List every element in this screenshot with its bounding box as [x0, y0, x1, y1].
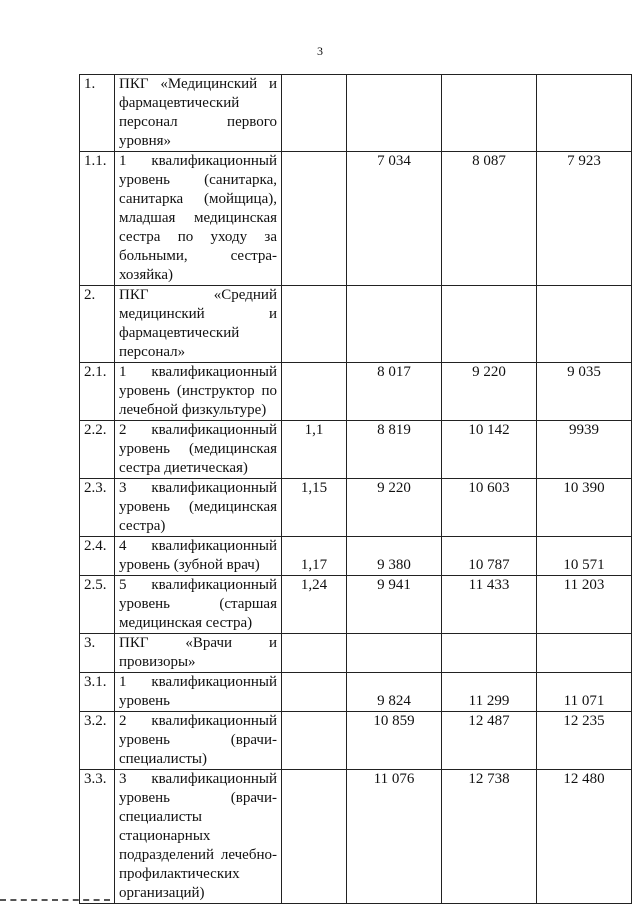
qualification-cell: 3 квалификационный уровень (врачи-специалисты стационарных подразделений лечебно-профилактических организаций) — [115, 770, 282, 904]
salary-value-2-cell: 11 433 — [442, 576, 537, 634]
table-row — [80, 421, 632, 479]
salary-value-3-cell: 9 035 — [537, 363, 632, 421]
coefficient-cell: 1,15 — [282, 479, 347, 537]
salary-value-1-cell: 10 859 — [347, 712, 442, 770]
table-row — [80, 152, 632, 286]
qualification-cell: 3 квалификационный уровень (медицинская сестра) — [115, 479, 282, 537]
salary-value-1-cell — [347, 286, 442, 363]
table-row — [80, 576, 632, 634]
table-row — [80, 634, 632, 673]
salary-value-2-cell: 10 142 — [442, 421, 537, 479]
salary-value-2-cell: 9 220 — [442, 363, 537, 421]
salary-value-3-cell: 7 923 — [537, 152, 632, 286]
row-number-cell: 2.1. — [80, 363, 115, 421]
salary-value-3-cell: 9939 — [537, 421, 632, 479]
row-number-cell: 2.5. — [80, 576, 115, 634]
table-row — [80, 537, 632, 576]
salary-value-1-cell: 7 034 — [347, 152, 442, 286]
table-row — [80, 363, 632, 421]
row-number-cell: 2.2. — [80, 421, 115, 479]
qualification-cell: 1 квалификационный уровень (инструктор по лечебной физкультуре) — [115, 363, 282, 421]
salary-value-3-cell: 11 071 — [537, 673, 632, 712]
qualification-cell: ПКГ «Медицинский и фармацевтический персонал первого уровня» — [115, 75, 282, 152]
salary-value-3-cell: 11 203 — [537, 576, 632, 634]
salary-value-1-cell — [347, 634, 442, 673]
salary-value-2-cell: 12 487 — [442, 712, 537, 770]
page-number: 3 — [317, 44, 323, 58]
salary-value-2-cell — [442, 75, 537, 152]
footer-divider — [0, 899, 110, 901]
qualification-cell: 2 квалификационный уровень (врачи-специалисты) — [115, 712, 282, 770]
salary-value-3-cell: 12 480 — [537, 770, 632, 904]
table-row — [80, 673, 632, 712]
coefficient-cell — [282, 712, 347, 770]
salary-value-3-cell — [537, 634, 632, 673]
salary-value-2-cell: 12 738 — [442, 770, 537, 904]
table-row — [80, 75, 632, 152]
salary-value-2-cell: 11 299 — [442, 673, 537, 712]
row-number-cell: 2.4. — [80, 537, 115, 576]
salary-value-2-cell: 10 787 — [442, 537, 537, 576]
qualification-cell: ПКГ «Врачи и провизоры» — [115, 634, 282, 673]
row-number-cell: 3. — [80, 634, 115, 673]
qualification-cell: 2 квалификационный уровень (медицинская сестра диетическая) — [115, 421, 282, 479]
row-number-cell: 2. — [80, 286, 115, 363]
row-number-cell: 1. — [80, 75, 115, 152]
salary-value-1-cell: 9 824 — [347, 673, 442, 712]
qualification-cell: 1 квалификационный уровень — [115, 673, 282, 712]
salary-value-3-cell: 10 390 — [537, 479, 632, 537]
row-number-cell: 1.1. — [80, 152, 115, 286]
salary-value-1-cell: 11 076 — [347, 770, 442, 904]
salary-value-2-cell — [442, 634, 537, 673]
table-row — [80, 479, 632, 537]
salary-value-1-cell: 8 017 — [347, 363, 442, 421]
salary-value-1-cell: 8 819 — [347, 421, 442, 479]
coefficient-cell — [282, 770, 347, 904]
salary-table — [79, 74, 632, 904]
coefficient-cell: 1,24 — [282, 576, 347, 634]
salary-value-3-cell: 12 235 — [537, 712, 632, 770]
salary-value-1-cell: 9 941 — [347, 576, 442, 634]
salary-value-2-cell — [442, 286, 537, 363]
table-row — [80, 712, 632, 770]
qualification-cell: ПКГ «Средний медицинский и фармацевтический персонал» — [115, 286, 282, 363]
coefficient-cell — [282, 286, 347, 363]
salary-value-3-cell — [537, 75, 632, 152]
table-row — [80, 286, 632, 363]
row-number-cell: 3.1. — [80, 673, 115, 712]
salary-value-3-cell — [537, 286, 632, 363]
qualification-cell: 1 квалификационный уровень (санитарка, санитарка (мойщица), младшая медицинская сестра по уходу за больными, сестра-хозяйка) — [115, 152, 282, 286]
coefficient-cell — [282, 363, 347, 421]
table-row — [80, 770, 632, 904]
qualification-cell: 5 квалификационный уровень (старшая медицинская сестра) — [115, 576, 282, 634]
salary-value-1-cell: 9 380 — [347, 537, 442, 576]
salary-value-1-cell — [347, 75, 442, 152]
row-number-cell: 2.3. — [80, 479, 115, 537]
coefficient-cell — [282, 673, 347, 712]
coefficient-cell — [282, 75, 347, 152]
coefficient-cell: 1,17 — [282, 537, 347, 576]
salary-value-3-cell: 10 571 — [537, 537, 632, 576]
coefficient-cell — [282, 152, 347, 286]
coefficient-cell — [282, 634, 347, 673]
salary-value-2-cell: 8 087 — [442, 152, 537, 286]
coefficient-cell: 1,1 — [282, 421, 347, 479]
salary-value-1-cell: 9 220 — [347, 479, 442, 537]
salary-value-2-cell: 10 603 — [442, 479, 537, 537]
qualification-cell: 4 квалификационный уровень (зубной врач) — [115, 537, 282, 576]
table-body — [80, 75, 632, 904]
row-number-cell: 3.3. — [80, 770, 115, 904]
row-number-cell: 3.2. — [80, 712, 115, 770]
